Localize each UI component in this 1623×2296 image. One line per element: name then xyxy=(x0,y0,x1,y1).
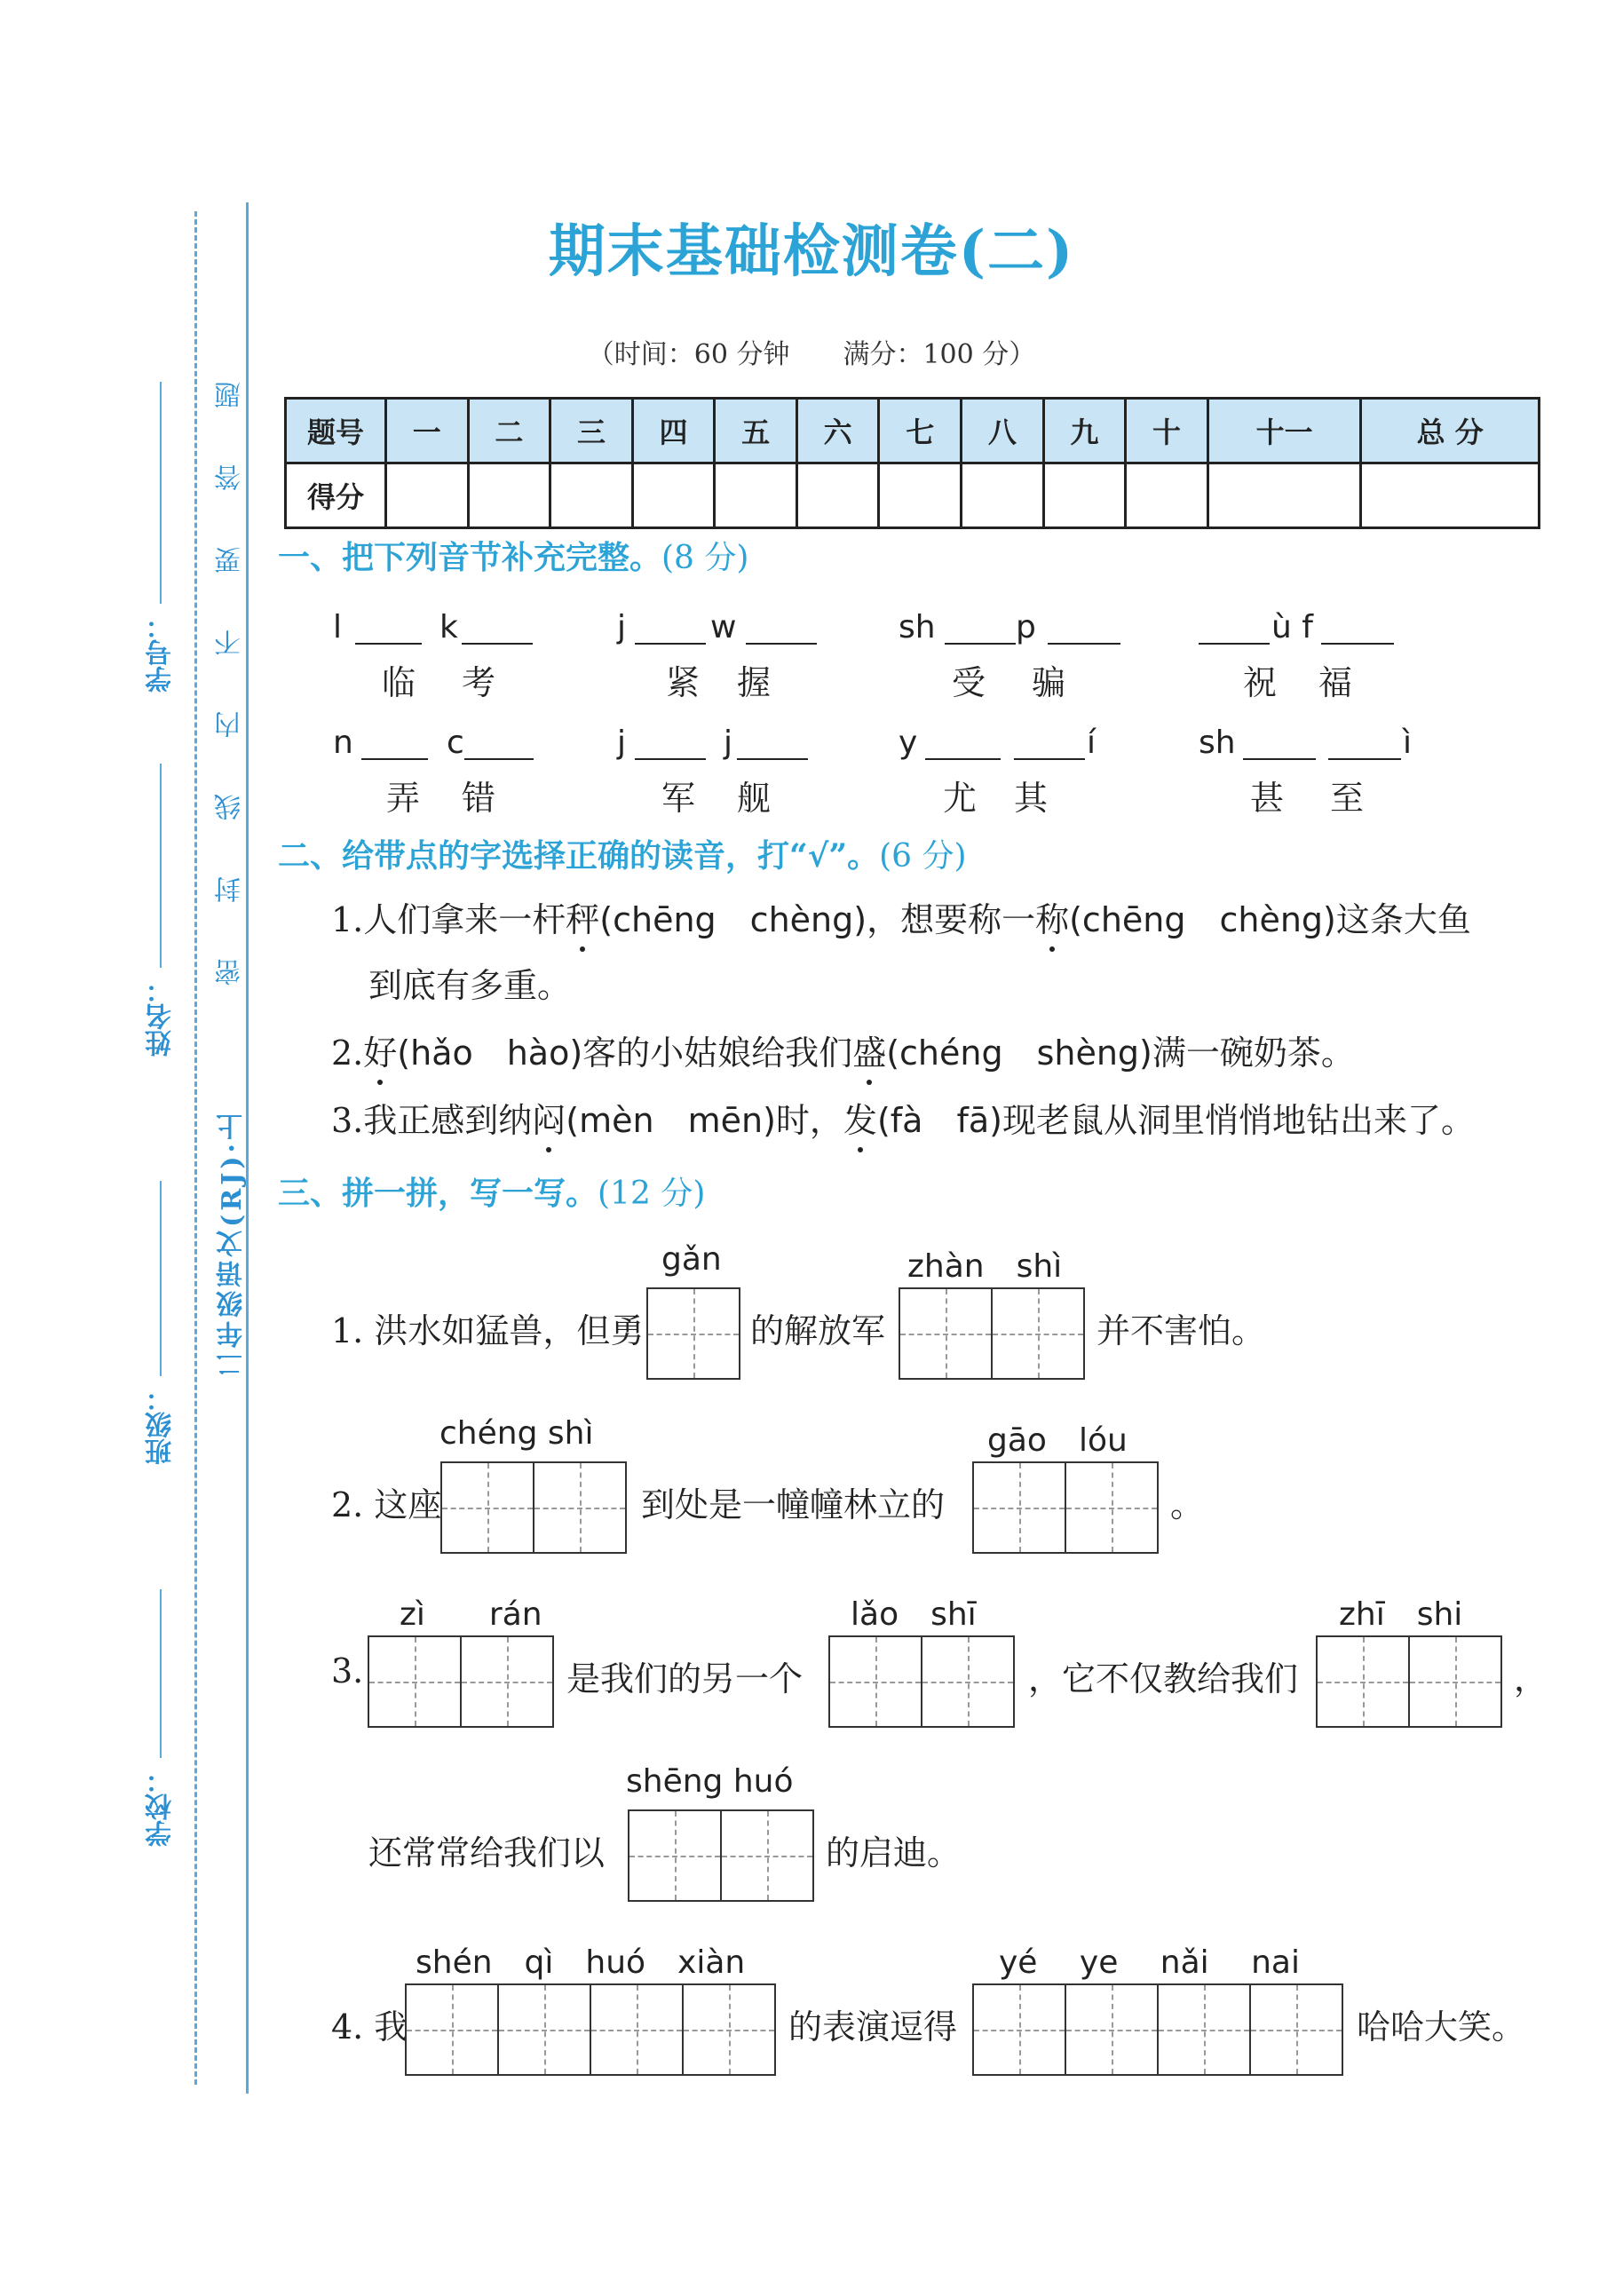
s3-q2-text-1: 2. 这座 xyxy=(331,1485,442,1524)
school-label: 学校： xyxy=(146,1767,177,1847)
s1-group-5: n c 弄 错 xyxy=(333,724,599,831)
name-label: 姓名： xyxy=(146,977,177,1057)
s3-q3-boxes-3[interactable] xyxy=(1316,1635,1502,1728)
s3-q3-text-2: 是我们的另一个 xyxy=(566,1659,804,1698)
s3-q3-text-3: ，它不仅教给我们 xyxy=(1028,1659,1299,1698)
page-title: 期末基础检测卷(二) xyxy=(548,218,1075,285)
s3-q3-boxes-4[interactable] xyxy=(628,1809,814,1902)
score-table-row: 得分 xyxy=(286,463,1540,528)
s3-q2-pinyin-1: chéng shì xyxy=(439,1415,594,1452)
s3-q4-text-1: 4. 我 xyxy=(331,2007,408,2047)
school-blank[interactable] xyxy=(160,1589,162,1758)
class-blank[interactable] xyxy=(160,1181,162,1376)
s3-q1-pinyin-1: gǎn xyxy=(661,1241,722,1278)
s3-q4-pinyin-1: shén qì huó xiàn xyxy=(416,1944,746,1981)
s3-q4-text-2: 的表演逗得 xyxy=(788,2007,958,2047)
s3-q4-text-3: 哈哈大笑。 xyxy=(1357,2007,1526,2047)
s3-q1-text-2: 的解放军 xyxy=(750,1311,886,1350)
s1-group-4: ù f 祝 福 xyxy=(1199,609,1465,716)
s3-q2-text-2: 到处是一幢幢林立的 xyxy=(641,1485,946,1524)
s3-q3-text-1: 3. xyxy=(331,1651,364,1690)
seal-warning: 密 封 线 内 不 要 答 题 xyxy=(215,382,246,986)
score-table-header: 题号 一 二 三 四 五 六 七 八 九 十 十一 总 分 xyxy=(286,399,1540,463)
s3-q1-boxes-1[interactable] xyxy=(646,1287,740,1380)
s3-q3-pinyin-4: shēng huó xyxy=(626,1763,794,1800)
s3-q2-text-3: 。 xyxy=(1170,1485,1205,1524)
s3-q2-pinyin-2: gāo lóu xyxy=(987,1422,1128,1459)
score-table xyxy=(284,397,1540,529)
section-1-title: 一、把下列音节补充完整。(8 分) xyxy=(278,539,749,576)
s3-q3-boxes-2[interactable] xyxy=(828,1635,1015,1728)
name-blank[interactable] xyxy=(160,764,162,968)
s3-q3-pinyin-1: zì rán xyxy=(400,1596,542,1633)
s3-q1-boxes-2[interactable] xyxy=(899,1287,1085,1380)
s3-q3-pinyin-3: zhī shi xyxy=(1339,1596,1463,1633)
s2-question-3: 3.我正感到纳闷(mèn mēn)时，发(fà fā)现老鼠从洞里悄悄地钻出来了。 xyxy=(331,1096,1475,1145)
class-label: 班级： xyxy=(146,1385,177,1465)
s2-question-2: 2.好(hǎo hào)客的小姑娘给我们盛(chéng shèng)满一碗奶茶。 xyxy=(331,1028,1355,1078)
s3-q2-boxes-2[interactable] xyxy=(972,1461,1159,1554)
s3-q2-boxes-1[interactable] xyxy=(440,1461,627,1554)
s3-q1-text-3: 并不害怕。 xyxy=(1097,1311,1266,1350)
binding-dashed-line xyxy=(194,211,197,2085)
id-blank[interactable] xyxy=(160,382,162,604)
s3-q3-text-5: 还常常给我们以 xyxy=(368,1833,606,1872)
s1-group-8: sh ì 甚 至 xyxy=(1199,724,1413,818)
s1-group-7: y í 尤 其 xyxy=(899,724,1097,818)
section-2-title: 二、给带点的字选择正确的读音，打“√”。(6 分) xyxy=(278,837,967,875)
id-label: 学号： xyxy=(146,613,177,693)
grade-label: 二年级语文(RJ)·上 xyxy=(217,1110,248,1378)
s3-q3-boxes-1[interactable] xyxy=(368,1635,554,1728)
s1-group-2: j w 紧 握 xyxy=(617,609,883,716)
s3-q3-text-4: ， xyxy=(1514,1659,1548,1698)
s3-q1-text-1: 1. 洪水如猛兽，但勇 xyxy=(331,1311,645,1350)
section-3-title: 三、拼一拼，写一写。(12 分) xyxy=(278,1175,706,1212)
s3-q4-boxes-2[interactable] xyxy=(972,1983,1343,2076)
s3-q4-pinyin-2: yé ye nǎi nai xyxy=(999,1944,1300,1981)
s1-group-1: l k 临 考 xyxy=(333,609,599,716)
s1-group-3: sh p 受 骗 xyxy=(899,609,1165,716)
s3-q3-pinyin-2: lǎo shī xyxy=(851,1596,977,1633)
s3-q1-pinyin-2: zhàn shì xyxy=(907,1248,1063,1285)
s2-question-1: 1.人们拿来一杆秤(chēng chèng)，想要称一称(chēng chèng)这条大鱼 xyxy=(331,895,1471,945)
s3-q3-text-6: 的启迪。 xyxy=(826,1833,962,1872)
s3-q4-boxes-1[interactable] xyxy=(405,1983,776,2076)
s2-question-1-cont: 到底有多重。 xyxy=(368,966,572,1005)
exam-info: （时间：60 分钟 满分：100 分） xyxy=(587,339,1036,370)
s1-group-6: j j 军 舰 xyxy=(617,724,883,831)
